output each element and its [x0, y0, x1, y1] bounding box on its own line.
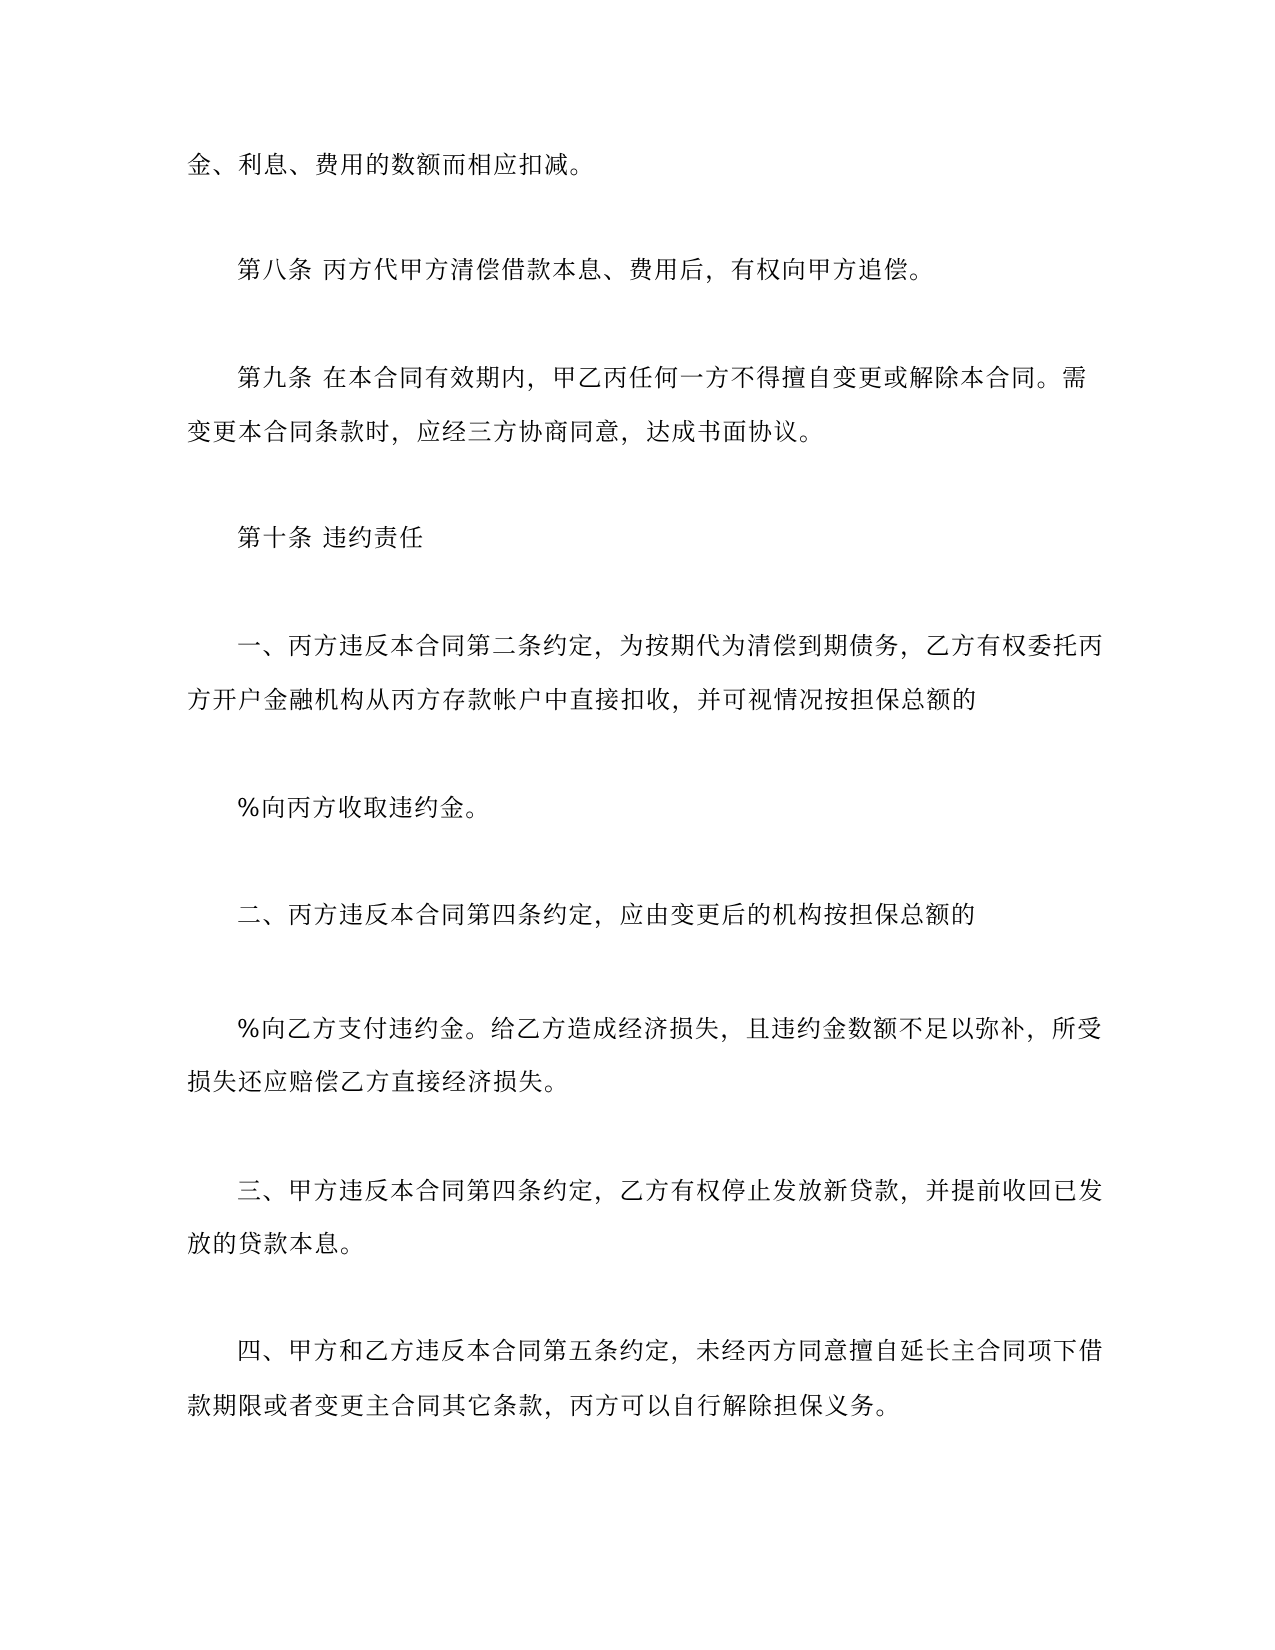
- clause-1-line-2: 方开户金融机构从丙方存款帐户中直接扣收，并可视情况按担保总额的: [187, 686, 978, 714]
- clause-3-line-2: 放的贷款本息。: [187, 1230, 366, 1258]
- clause-1-line-1: 一、丙方违反本合同第二条约定，为按期代为清偿到期债务，乙方有权委托丙: [237, 632, 1104, 660]
- paragraph-7-continuation: 金、利息、费用的数额而相应扣减。: [187, 151, 595, 179]
- clause-4-line-1: 四、甲方和乙方违反本合同第五条约定，未经丙方同意擅自延长主合同项下借: [237, 1337, 1104, 1365]
- article-9-line-2: 变更本合同条款时，应经三方协商同意，达成书面协议。: [187, 418, 825, 446]
- clause-2-line-2: %向乙方支付违约金。给乙方造成经济损失，且违约金数额不足以弥补，所受: [237, 1015, 1103, 1043]
- article-10-heading: 第十条 违约责任: [237, 524, 425, 552]
- clause-3-line-1: 三、甲方违反本合同第四条约定，乙方有权停止发放新贷款，并提前收回已发: [237, 1177, 1104, 1205]
- article-8: 第八条 丙方代甲方清偿借款本息、费用后，有权向甲方追偿。: [237, 256, 935, 284]
- clause-2-line-1: 二、丙方违反本合同第四条约定，应由变更后的机构按担保总额的: [237, 901, 977, 929]
- clause-2-line-3: 损失还应赔偿乙方直接经济损失。: [187, 1068, 570, 1096]
- clause-1-line-3: %向丙方收取违约金。: [237, 794, 491, 822]
- clause-4-line-2: 款期限或者变更主合同其它条款，丙方可以自行解除担保义务。: [187, 1392, 901, 1420]
- article-9-line-1: 第九条 在本合同有效期内，甲乙丙任何一方不得擅自变更或解除本合同。需: [237, 364, 1088, 392]
